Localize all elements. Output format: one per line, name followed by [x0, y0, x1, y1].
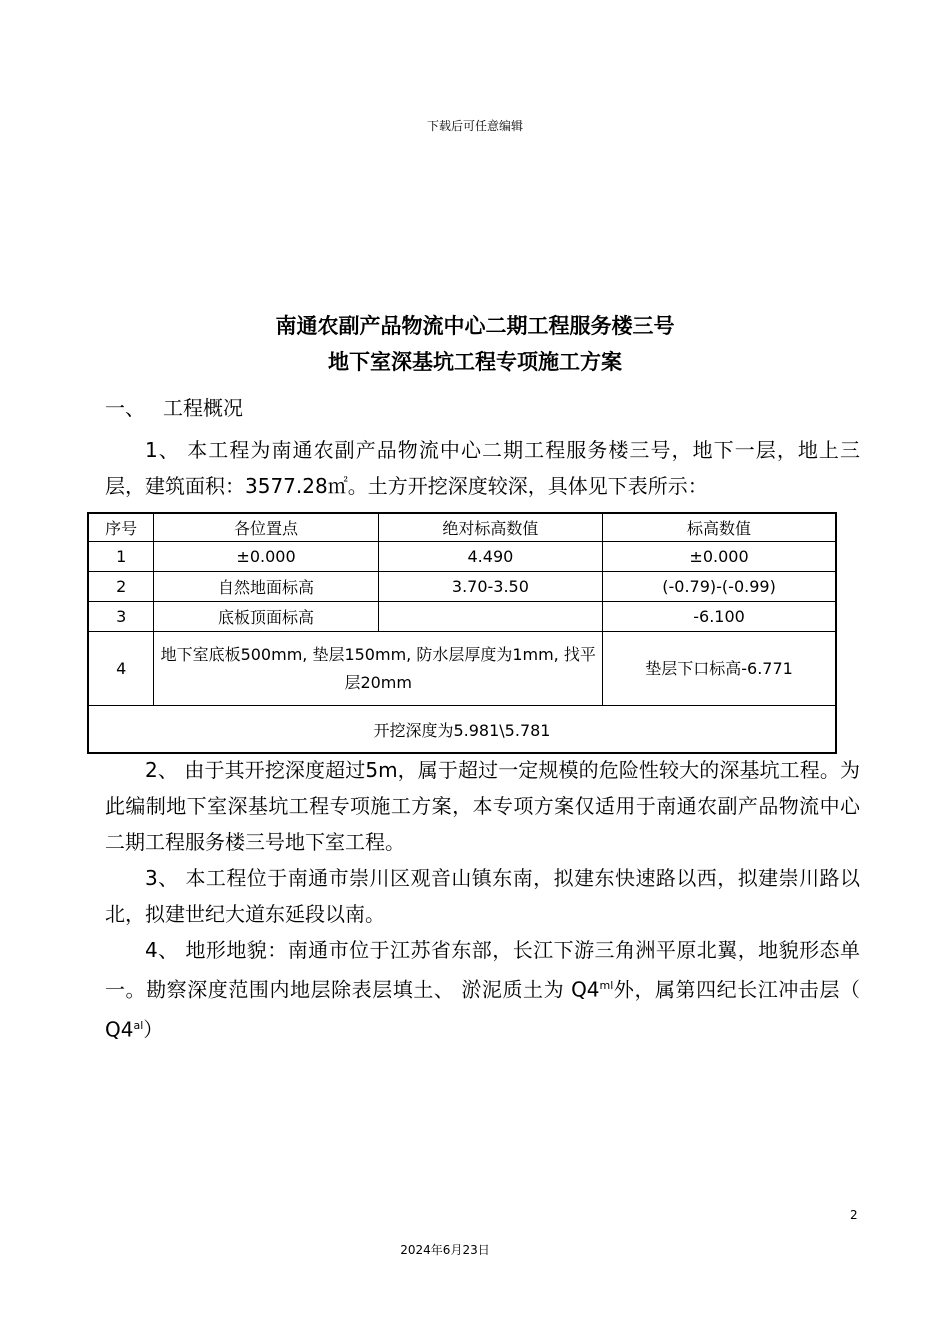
- header-cell: 各位置点: [154, 513, 378, 542]
- header-cell: 序号: [88, 513, 154, 542]
- paragraph-4-text: ）: [143, 1017, 164, 1042]
- paragraph-4-text: 4、 地形地貌：南通市位于江苏省东部，长江下游三角洲平原北翼，地貌形态单一。勘察深度范围内地层除表层填土、 淤泥质土为 Q4: [105, 938, 860, 1002]
- doc-title-line2: 地下室深基坑工程专项施工方案: [328, 350, 622, 374]
- table-cell: 底板顶面标高: [154, 602, 378, 632]
- paragraph-3: [105, 860, 860, 932]
- header-note: 下载后可任意编辑: [426, 119, 523, 133]
- table-cell: ±0.000: [154, 542, 378, 572]
- table-row: [88, 632, 836, 706]
- paragraph-2: [105, 752, 860, 860]
- section-title: 工程概况: [163, 396, 243, 420]
- header-cell: 绝对标高数值: [378, 513, 602, 542]
- table-cell: [378, 602, 602, 632]
- paragraph-1: [105, 432, 860, 504]
- table-row: [88, 602, 836, 632]
- table-cell: 3.70-3.50: [378, 572, 602, 602]
- elevation-table: [87, 512, 837, 754]
- paragraph-4-text: 外，属第四纪长江冲击层（ Q4: [105, 977, 861, 1042]
- table-cell: 1: [88, 542, 154, 572]
- superscript: ml: [599, 979, 614, 992]
- table-cell: -6.100: [603, 602, 836, 632]
- footer-date: 2024年6月23日: [400, 1243, 490, 1257]
- table-cell: (-0.79)-(-0.99): [603, 572, 836, 602]
- section-number: 一、: [105, 396, 145, 420]
- table-footer-row: [88, 706, 836, 754]
- table-cell-description: 地下室底板500mm, 垫层150mm, 防水层厚度为1mm, 找平层20mm: [154, 632, 603, 706]
- table-cell: 垫层下口标高-6.771: [603, 632, 836, 706]
- section-heading: [105, 392, 243, 421]
- paragraph-3-text: 3、 本工程位于南通市崇川区观音山镇东南，拟建东快速路以西，拟建崇川路以北，拟建世纪大道东延段以南。: [105, 866, 860, 926]
- paragraph-1-text: 1、 本工程为南通农副产品物流中心二期工程服务楼三号，地下一层，地上三层，建筑面积：3577.28㎡。土方开挖深度较深，具体见下表所示：: [105, 438, 860, 498]
- table-cell: 2: [88, 572, 154, 602]
- table-row: [88, 572, 836, 602]
- header-cell: 标高数值: [603, 513, 836, 542]
- table-footer-cell: 开挖深度为5.981\5.781: [88, 706, 836, 754]
- table-cell: 自然地面标高: [154, 572, 378, 602]
- page-number: 2: [850, 1208, 858, 1222]
- table-cell: 4: [88, 632, 154, 706]
- table-row: [88, 542, 836, 572]
- paragraph-4: [105, 932, 860, 1047]
- table-cell: ±0.000: [603, 542, 836, 572]
- superscript: al: [133, 1018, 144, 1032]
- doc-title-line1: 南通农副产品物流中心二期工程服务楼三号: [275, 314, 675, 338]
- paragraph-2-text: 2、 由于其开挖深度超过5m，属于超过一定规模的危险性较大的深基坑工程。为此编制地下室深基坑工程专项施工方案，本专项方案仅适用于南通农副产品物流中心二期工程服务楼三号地下室工程。: [105, 758, 860, 854]
- table-header-row: [88, 513, 836, 542]
- table-cell: 4.490: [378, 542, 602, 572]
- table-cell: 3: [88, 602, 154, 632]
